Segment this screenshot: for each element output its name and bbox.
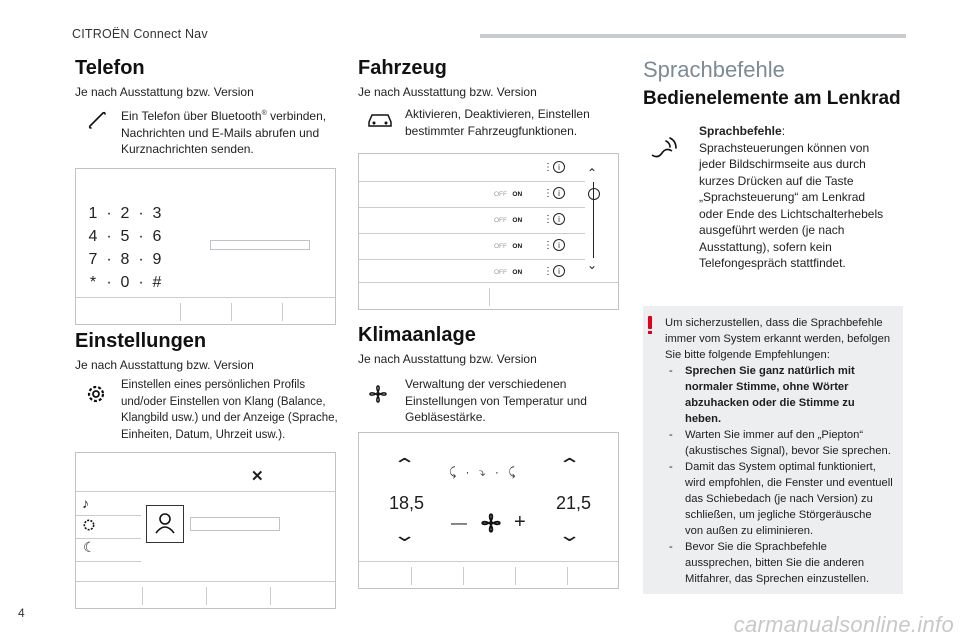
vehicle-function-row[interactable] (359, 156, 585, 182)
klimaanlage-subtitle: Je nach Ausstattung bzw. Version (358, 352, 537, 366)
divider (567, 567, 568, 585)
keypad-key[interactable]: # (152, 274, 162, 291)
page-number: 4 (18, 606, 25, 620)
telefon-screen (75, 168, 336, 325)
function-toggle[interactable]: OFF ON (494, 217, 523, 224)
klimaanlage-description: Verwaltung der verschiedenen Einstellungen von Temperatur und Gebläsestärke. (405, 377, 587, 424)
close-icon[interactable]: ✕ (251, 468, 264, 485)
divider (359, 561, 618, 562)
divider (489, 288, 490, 306)
divider (206, 587, 207, 605)
watermark: carmanualsonline.info (733, 612, 954, 637)
header-label: CITROËN Connect Nav (72, 27, 208, 41)
divider (142, 587, 143, 605)
sprachbefehle-description: Sprachbefehle: Sprachsteuerungen können von jeder Bildschirmseite aus durch kurzes Drücken auf die Taste „Sprachsteuerung“ am Lenkrad oder Ende des Lichtschalterhebels ausgeführt werden (je nach Ausstattung), sofern kein Telefongespräch stattfindet. (699, 124, 884, 270)
divider (76, 581, 335, 582)
air-distribution-icon[interactable]: ⤹ · ⤵ · ⤹ (449, 465, 519, 479)
divider (76, 561, 141, 562)
function-toggle[interactable]: OFF ON (494, 269, 523, 276)
keypad-key[interactable]: 4 (88, 228, 98, 245)
keypad-separator: · (106, 228, 112, 245)
fahrzeug-title: Fahrzeug (358, 57, 447, 79)
keypad-separator: · (138, 274, 144, 291)
phone-keypad (86, 205, 176, 301)
profile-tile[interactable] (146, 505, 184, 543)
fahrzeug-description: Aktivieren, Deaktivieren, Einstellen bestimmter Fahrzeugfunktionen. (405, 107, 590, 138)
more-options-icon[interactable]: ⋮ (543, 266, 553, 277)
audio-icon[interactable]: ♪ (82, 495, 89, 511)
keypad-separator: · (138, 251, 144, 268)
scrollbar-thumb[interactable] (588, 188, 600, 200)
function-toggle[interactable]: OFF ON (494, 243, 523, 250)
divider (270, 587, 271, 605)
phone-number-field[interactable] (210, 240, 310, 250)
settings-gear-icon (84, 382, 108, 406)
keypad-key[interactable]: 0 (120, 274, 130, 291)
fan-plus-button[interactable]: + (514, 511, 526, 533)
keypad-key[interactable]: 6 (152, 228, 162, 245)
note-list-item: - Damit das System optimal funktioniert, wird empfohlen, die Fenster und eventuell das Schiebedach (je nach Version) zu schließen, um jegliche Störgeräusche von außen zu eliminieren. (669, 461, 893, 537)
divider (463, 567, 464, 585)
sprachbefehle-title: Sprachbefehle (643, 57, 785, 82)
temp-right-up-button[interactable]: ⌃ (557, 455, 582, 475)
function-toggle[interactable]: OFF ON (494, 191, 523, 198)
temp-left-value: 18,5 (389, 493, 425, 513)
profile-name-field[interactable] (190, 517, 280, 531)
fahrzeug-screen (358, 153, 619, 310)
settings-gear-icon[interactable] (81, 517, 97, 538)
night-mode-icon[interactable]: ☾ (83, 539, 96, 555)
note-list-item: - Bevor Sie die Sprachbefehle aussprechen, bitten Sie die anderen Mitfahrer, das Sprechen einzustellen. (669, 541, 870, 585)
more-options-icon[interactable]: ⋮ (543, 214, 553, 225)
temp-right-value: 21,5 (556, 493, 592, 513)
divider (76, 491, 335, 492)
fan-icon (366, 382, 390, 406)
temp-right-down-button[interactable]: ⌄ (557, 525, 582, 545)
sprachbefehle-subtitle: Bedienelemente am Lenkrad (643, 88, 901, 109)
divider (76, 297, 335, 298)
info-icon[interactable]: i (553, 213, 565, 225)
info-icon[interactable]: i (553, 239, 565, 251)
note-content: Um sicherzustellen, dass die Sprachbefehle immer vom System erkannt werden, befolgen Sie bitte folgende Empfehlungen: - Sprechen Sie ganz natürlich mit normaler Stimme, ohne Wörter abzuhacken oder die Stimme zu heben. - Warten Sie immer auf den „Piepton“ (akustisches Signal), bevor Sie sprechen. - Damit das System optimal funktioniert, wird empfohlen, die Fenster und eventuell das Schiebedach (je nach Version) zu schließen, um jegliche Störgeräusche von außen zu eliminieren. - Bevor Sie die Sprachbefehle aussprechen, bitten Sie die anderen Mitfahrer, das Sprechen einzustellen. (665, 315, 901, 587)
vehicle-function-row[interactable] (359, 208, 585, 234)
divider (76, 515, 141, 516)
klimaanlage-title: Klimaanlage (358, 324, 476, 346)
keypad-key[interactable]: 1 (88, 205, 98, 222)
fahrzeug-subtitle: Je nach Ausstattung bzw. Version (358, 85, 537, 99)
warning-icon (648, 316, 652, 334)
more-options-icon[interactable]: ⋮ (543, 162, 553, 173)
note-box (643, 306, 903, 594)
car-icon (366, 108, 394, 130)
keypad-key[interactable]: 9 (152, 251, 162, 268)
klimaanlage-screen (358, 432, 619, 589)
info-icon[interactable]: i (553, 187, 565, 199)
keypad-key[interactable]: 3 (152, 205, 162, 222)
divider (180, 303, 181, 321)
einstellungen-subtitle: Je nach Ausstattung bzw. Version (75, 358, 254, 372)
einstellungen-description: Einstellen eines persönlichen Profils und/oder Einstellen von Klang (Balance, Klangbild usw.) und der Anzeige (Sprache, Einheiten, Datum, Uhrzeit usw.). (121, 379, 338, 441)
einstellungen-title: Einstellungen (75, 330, 207, 352)
note-list-item: - Warten Sie immer auf den „Piepton“ (akustisches Signal), bevor Sie sprechen. (669, 429, 891, 457)
fan-icon (478, 510, 504, 541)
divider (231, 303, 232, 321)
keypad-key[interactable]: 5 (120, 228, 130, 245)
einstellungen-screen (75, 452, 336, 609)
more-options-icon[interactable]: ⋮ (543, 188, 553, 199)
vehicle-function-row[interactable] (359, 182, 585, 208)
temp-left-up-button[interactable]: ⌃ (392, 455, 417, 475)
info-icon[interactable]: i (553, 265, 565, 277)
keypad-separator: · (106, 251, 112, 268)
divider (282, 303, 283, 321)
keypad-separator: · (106, 205, 112, 222)
voice-command-icon (648, 135, 680, 163)
info-icon[interactable]: i (553, 161, 565, 173)
telefon-title: Telefon (75, 57, 145, 79)
keypad-key[interactable]: 2 (120, 205, 130, 222)
keypad-separator: · (138, 205, 144, 222)
more-options-icon[interactable]: ⋮ (543, 240, 553, 251)
note-list-item: - Sprechen Sie ganz natürlich mit normaler Stimme, ohne Wörter abzuhacken oder die Stimme zu heben. (669, 365, 855, 425)
header-bar (480, 34, 906, 38)
divider (359, 282, 618, 283)
fan-minus-button[interactable]: — (451, 515, 467, 532)
divider (411, 567, 412, 585)
keypad-key[interactable]: 8 (120, 251, 130, 268)
keypad-separator: · (138, 228, 144, 245)
temp-left-down-button[interactable]: ⌄ (392, 525, 417, 545)
telefon-description: Ein Telefon über Bluetooth® verbinden, Nachrichten und E-Mails abrufen und Kurznachrichten senden. (121, 109, 327, 156)
divider (515, 567, 516, 585)
keypad-key[interactable]: 7 (88, 251, 98, 268)
phone-icon (86, 108, 108, 130)
telefon-subtitle: Je nach Ausstattung bzw. Version (75, 85, 254, 99)
keypad-separator: · (106, 274, 112, 291)
scrollbar[interactable]: ⌃ ⌄ (587, 166, 601, 270)
keypad-key[interactable]: * (89, 274, 97, 291)
vehicle-function-row[interactable] (359, 234, 585, 260)
